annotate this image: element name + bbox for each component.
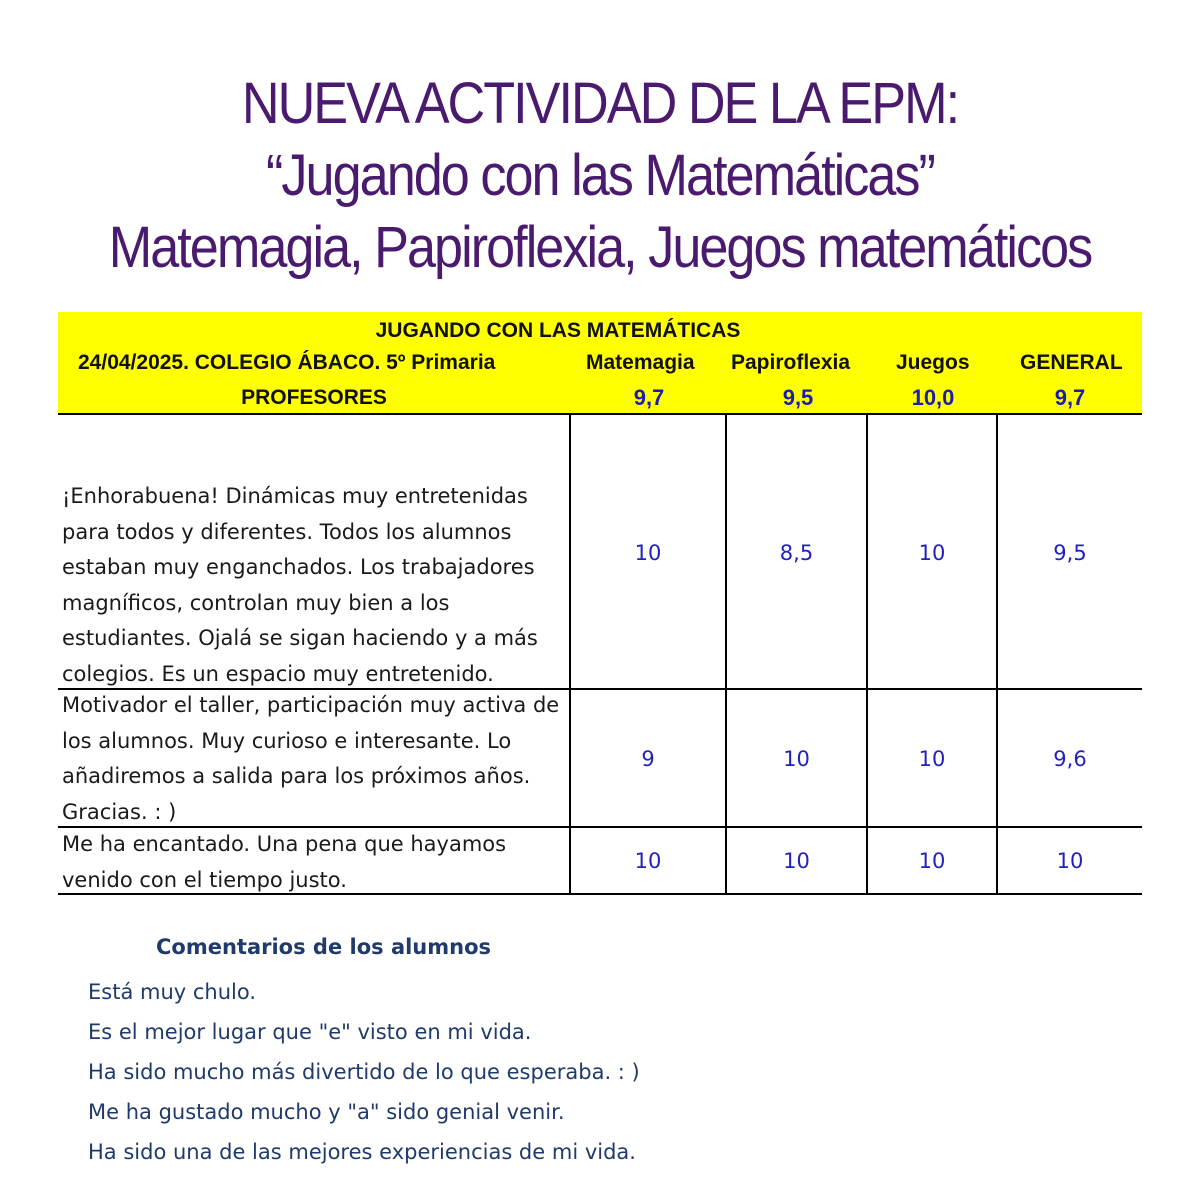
column-header-juegos: Juegos — [896, 351, 970, 374]
title-line-2: “Jugando con las Matemáticas” — [266, 143, 934, 208]
table-subheading: 24/04/2025. COLEGIO ÁBACO. 5º Primaria — [78, 351, 496, 374]
score-juegos: 10 — [918, 541, 946, 565]
score-general: 9,6 — [1053, 747, 1087, 771]
student-comment: Ha sido una de las mejores experiencias de mi vida. — [88, 1140, 636, 1164]
table-column-divider — [996, 414, 998, 894]
title-line-3: Matemagia, Papiroflexia, Juegos matemáticos — [108, 215, 1092, 280]
column-header-matemagia: Matemagia — [586, 351, 695, 374]
teacher-comment: Motivador el taller, participación muy activa de los alumnos. Muy curioso e interesante. Lo añadiremos a salida para los próximos años. Gracias. : ) — [62, 693, 560, 824]
score-general: 9,5 — [1053, 541, 1087, 565]
title-line-1: NUEVA ACTIVIDAD DE LA EPM: — [241, 71, 959, 136]
teacher-comment: ¡Enhorabuena! Dinámicas muy entretenidas para todos y diferentes. Todos los alumnos estaban muy enganchados. Los trabajadores magníficos, controlan muy bien a los estudiantes. Ojalá se sigan haciendo y a más colegios. Es un espacio muy entretenido. — [62, 484, 538, 686]
summary-label: PROFESORES — [241, 386, 387, 409]
score-matemagia: 10 — [634, 541, 662, 565]
summary-score-general: 9,7 — [1054, 385, 1086, 410]
student-comment: Está muy chulo. — [88, 980, 257, 1004]
score-juegos: 10 — [918, 747, 946, 771]
score-matemagia: 9 — [641, 747, 655, 771]
summary-score-juegos: 10,0 — [911, 385, 955, 410]
score-papiroflexia: 10 — [783, 747, 810, 771]
student-comment: Ha sido mucho más divertido de lo que esperaba. : ) — [88, 1060, 640, 1084]
score-papiroflexia: 8,5 — [779, 541, 814, 565]
score-matemagia: 10 — [634, 849, 662, 873]
summary-score-papiroflexia: 9,5 — [782, 385, 814, 410]
table-header-banner — [58, 312, 1142, 414]
students-heading: Comentarios de los alumnos — [156, 935, 492, 959]
summary-score-matemagia: 9,7 — [633, 385, 665, 410]
table-heading: JUGANDO CON LAS MATEMÁTICAS — [375, 319, 741, 342]
student-comment: Es el mejor lugar que "e" visto en mi vida. — [88, 1020, 532, 1044]
teacher-comment: Me ha encantado. Una pena que hayamos venido con el tiempo justo. — [62, 832, 507, 892]
table-column-divider — [569, 414, 571, 894]
student-comment: Me ha gustado mucho y "a" sido genial venir. — [88, 1100, 565, 1124]
column-header-papiroflexia: Papiroflexia — [731, 351, 851, 374]
student-comments-list — [88, 972, 640, 1172]
score-juegos: 10 — [918, 849, 946, 873]
score-general: 10 — [1056, 849, 1084, 873]
table-column-divider — [725, 414, 727, 894]
page-title — [0, 68, 1200, 284]
column-header-general: GENERAL — [1020, 351, 1123, 374]
table-column-divider — [866, 414, 868, 894]
table-divider — [58, 413, 1142, 415]
score-papiroflexia: 10 — [783, 849, 810, 873]
